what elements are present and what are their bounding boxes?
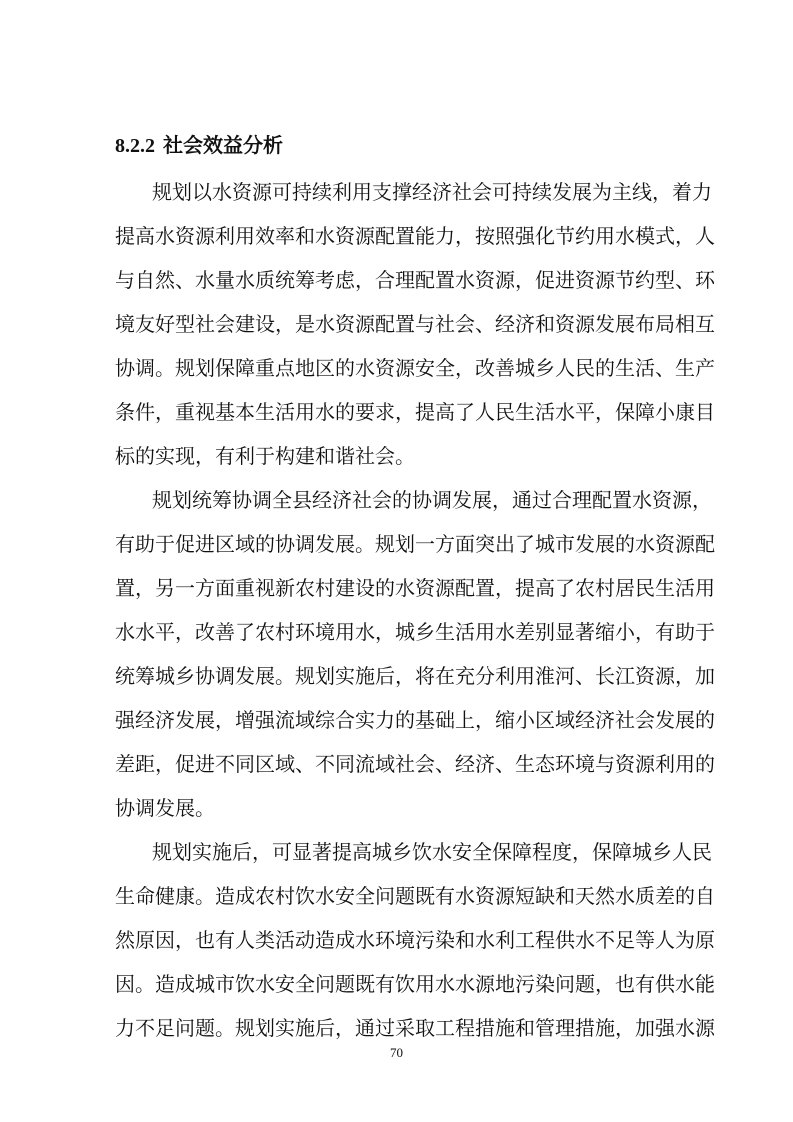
section-number: 8.2.2 (115, 135, 155, 157)
paragraph-2-line-3: 置，另一方面重视新农村建设的水资源配置，提高了农村居民生活用 (115, 576, 715, 600)
paragraph-1-line-5: 协调。规划保障重点地区的水资源安全，改善城乡人民的生活、生产 (115, 356, 715, 380)
paragraph-2-line-8: 协调发展。 (115, 796, 215, 820)
paragraph-2-line-7: 差距，促进不同区域、不同流域社会、经济、生态环境与资源利用的 (115, 752, 715, 776)
paragraph-3-line-4: 因。造成城市饮水安全问题既有饮用水水源地污染问题，也有供水能 (115, 972, 715, 996)
paragraph-1-line-2: 提高水资源利用效率和水资源配置能力，按照强化节约用水模式，人 (115, 224, 715, 248)
paragraph-2-line-2: 有助于促进区域的协调发展。规划一方面突出了城市发展的水资源配 (115, 532, 715, 556)
paragraph-3-line-3: 然原因，也有人类活动造成水环境污染和水利工程供水不足等人为原 (115, 928, 715, 952)
paragraph-2-line-5: 统筹城乡协调发展。规划实施后，将在充分利用淮河、长江资源，加 (115, 664, 715, 688)
paragraph-1-line-4: 境友好型社会建设，是水资源配置与社会、经济和资源发展布局相互 (115, 312, 715, 336)
section-title: 社会效益分析 (163, 133, 283, 157)
paragraph-1-line-6: 条件，重视基本生活用水的要求，提高了人民生活水平，保障小康目 (115, 400, 715, 424)
paragraph-1-line-3: 与自然、水量水质统筹考虑，合理配置水资源，促进资源节约型、环 (115, 268, 715, 292)
section-heading (115, 131, 283, 160)
paragraph-2-line-6: 强经济发展，增强流域综合实力的基础上，缩小区域经济社会发展的 (115, 708, 715, 732)
paragraph-3-line-5: 力不足问题。规划实施后，通过采取工程措施和管理措施，加强水源 (115, 1016, 715, 1040)
paragraph-1-line-1: 规划以水资源可持续利用支撑经济社会可持续发展为主线，着力 (152, 180, 712, 204)
page-number: 70 (390, 1045, 403, 1060)
paragraph-3-line-1: 规划实施后，可显著提高城乡饮水安全保障程度，保障城乡人民 (152, 840, 712, 864)
paragraph-1-line-7: 标的实现，有利于构建和谐社会。 (115, 444, 415, 468)
paragraph-2-line-1: 规划统筹协调全县经济社会的协调发展，通过合理配置水资源， (152, 488, 712, 512)
paragraph-2-line-4: 水水平，改善了农村环境用水，城乡生活用水差别显著缩小，有助于 (115, 620, 715, 644)
paragraph-3-line-2: 生命健康。造成农村饮水安全问题既有水资源短缺和天然水质差的自 (115, 884, 715, 908)
